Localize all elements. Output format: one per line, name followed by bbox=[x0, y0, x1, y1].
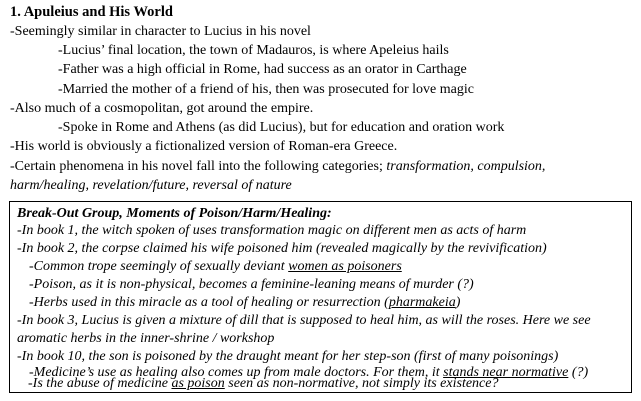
breakout-text: -Herbs used in this miracle as a tool of healing or resurrection ( bbox=[29, 295, 389, 310]
breakout-box bbox=[9, 201, 632, 393]
breakout-text: -Is the abuse of medicine bbox=[28, 376, 172, 391]
note-line: -Spoke in Rome and Athens (as did Lucius), but for education and oration work bbox=[58, 120, 505, 135]
breakout-line: -In book 2, the corpse claimed his wife poisoned him (revealed magically by the revivification) bbox=[17, 241, 547, 256]
underlined-phrase: women as poisoners bbox=[288, 259, 402, 274]
underlined-phrase: stands near normative bbox=[443, 365, 569, 380]
breakout-line: -In book 10, the son is poisoned by the draught meant for her step-son (first of many poisonings) bbox=[17, 349, 559, 364]
categories-prefix: -Certain phenomena in his novel fall into the following categories; bbox=[10, 159, 387, 174]
breakout-text: ) bbox=[455, 295, 461, 310]
breakout-line: aromatic herbs in the inner-shrine / workshop bbox=[17, 331, 275, 346]
categories-italic: transformation, compulsion, bbox=[386, 159, 546, 174]
note-line: -Also much of a cosmopolitan, got around the empire. bbox=[10, 101, 314, 116]
breakout-line bbox=[29, 294, 460, 312]
breakout-line bbox=[28, 374, 498, 393]
breakout-text: -Common trope seemingly of sexually deviant bbox=[29, 259, 289, 274]
underlined-phrase: as poison bbox=[171, 376, 225, 391]
breakout-line: -In book 1, the witch spoken of uses transformation magic on different men as acts of harm bbox=[17, 223, 527, 238]
section-heading: 1. Apuleius and His World bbox=[10, 4, 173, 20]
breakout-text: seen as non-normative, not simply its existence? bbox=[224, 376, 499, 391]
note-line: -Lucius’ final location, the town of Madauros, is where Apeleius hails bbox=[58, 43, 449, 58]
breakout-text: -Medicine’s use as healing also comes up from male doctors. For them, it bbox=[29, 365, 444, 380]
note-line: -His world is obviously a fictionalized version of Roman-era Greece. bbox=[10, 139, 398, 154]
breakout-text: (?) bbox=[568, 365, 589, 380]
note-line: -Seemingly similar in character to Lucius in his novel bbox=[10, 24, 311, 39]
categories-italic-line: harm/healing, revelation/future, reversal of nature bbox=[10, 178, 292, 193]
breakout-line: -Poison, as it is non-physical, becomes a feminine-leaning means of murder (?) bbox=[29, 277, 474, 292]
note-line: -Married the mother of a friend of his, then was prosecuted for love magic bbox=[58, 82, 474, 97]
breakout-line bbox=[29, 258, 402, 276]
breakout-title: Break-Out Group, Moments of Poison/Harm/Healing: bbox=[17, 206, 332, 221]
breakout-line: -In book 3, Lucius is given a mixture of dill that is supposed to heal him, as will the roses. Here we see bbox=[17, 313, 591, 328]
note-line: -Father was a high official in Rome, had success as an orator in Carthage bbox=[58, 62, 467, 77]
categories-line bbox=[10, 157, 545, 176]
underlined-phrase: pharmakeia bbox=[388, 295, 456, 310]
